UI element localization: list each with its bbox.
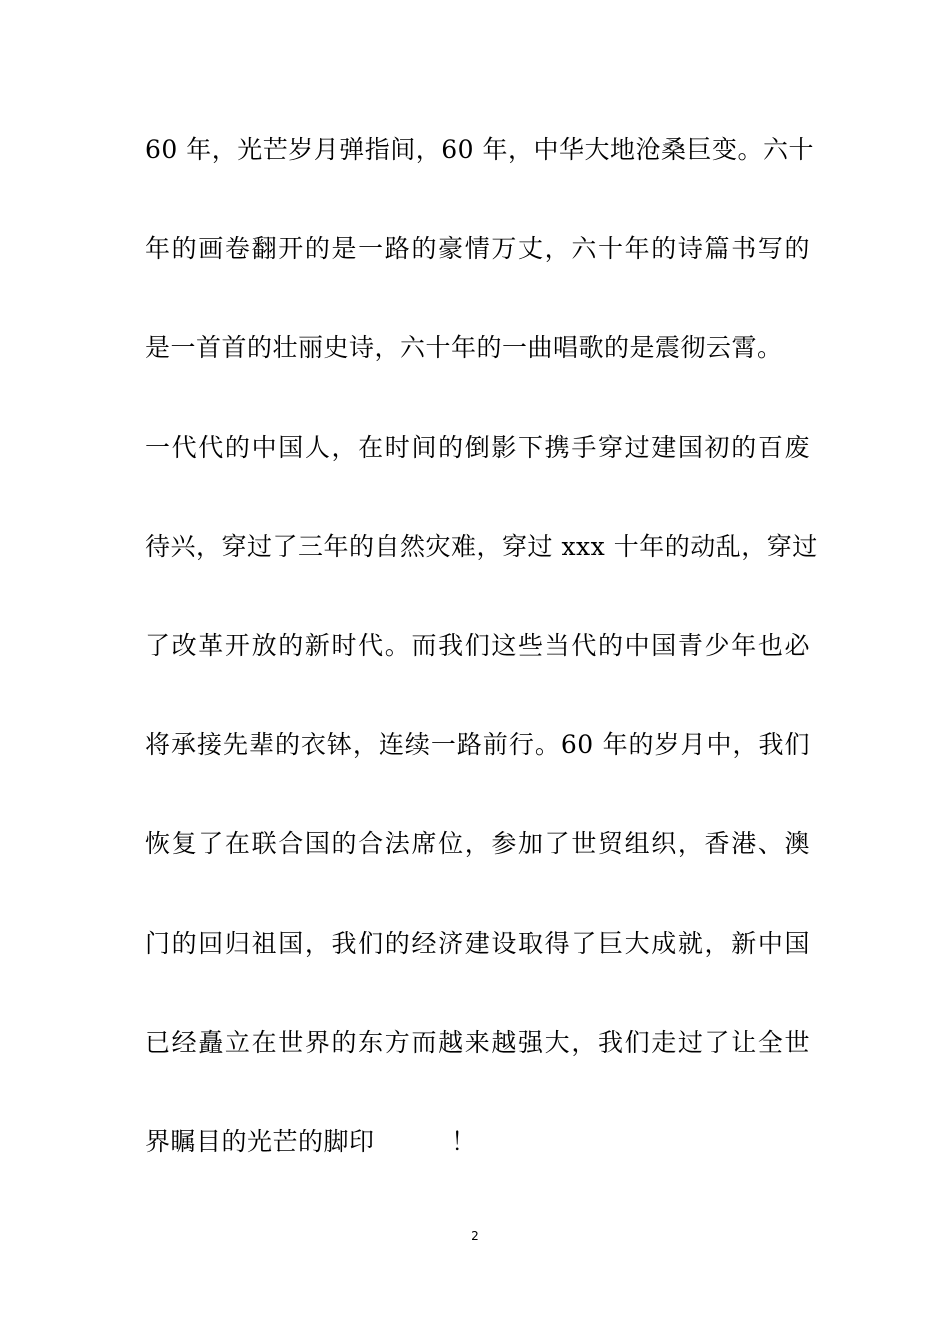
text-line: 将承接先辈的衣钵，连续一路前行。60 年的岁月中，我们 [145, 730, 810, 760]
text-line: 60 年，光芒岁月弹指间，60 年，中华大地沧桑巨变。六十 [145, 135, 815, 164]
body-text [145, 122, 818, 1213]
text-line: 是一首首的壮丽史诗，六十年的一曲唱歌的是震彻云霄。 [145, 333, 783, 363]
text-line: 界瞩目的光芒的脚印 ！ [145, 1126, 477, 1156]
text-line: 恢复了在联合国的合法席位，参加了世贸组织，香港、澳 [145, 829, 810, 859]
text-line: 已经矗立在世界的东方而越来越强大，我们走过了让全世 [145, 1027, 810, 1057]
text-line: 年的画卷翻开的是一路的豪情万丈，六十年的诗篇书写的 [145, 234, 810, 264]
text-line: 待兴，穿过了三年的自然灾难，穿过 xxx 十年的动乱，穿过 [145, 531, 818, 561]
text-line: 了改革开放的新时代。而我们这些当代的中国青少年也必 [145, 630, 810, 660]
text-line: 一代代的中国人，在时间的倒影下携手穿过建国初的百废 [145, 432, 810, 462]
page-number: 2 [471, 1229, 479, 1243]
text-line: 门的回归祖国，我们的经济建设取得了巨大成就，新中国 [145, 928, 810, 958]
